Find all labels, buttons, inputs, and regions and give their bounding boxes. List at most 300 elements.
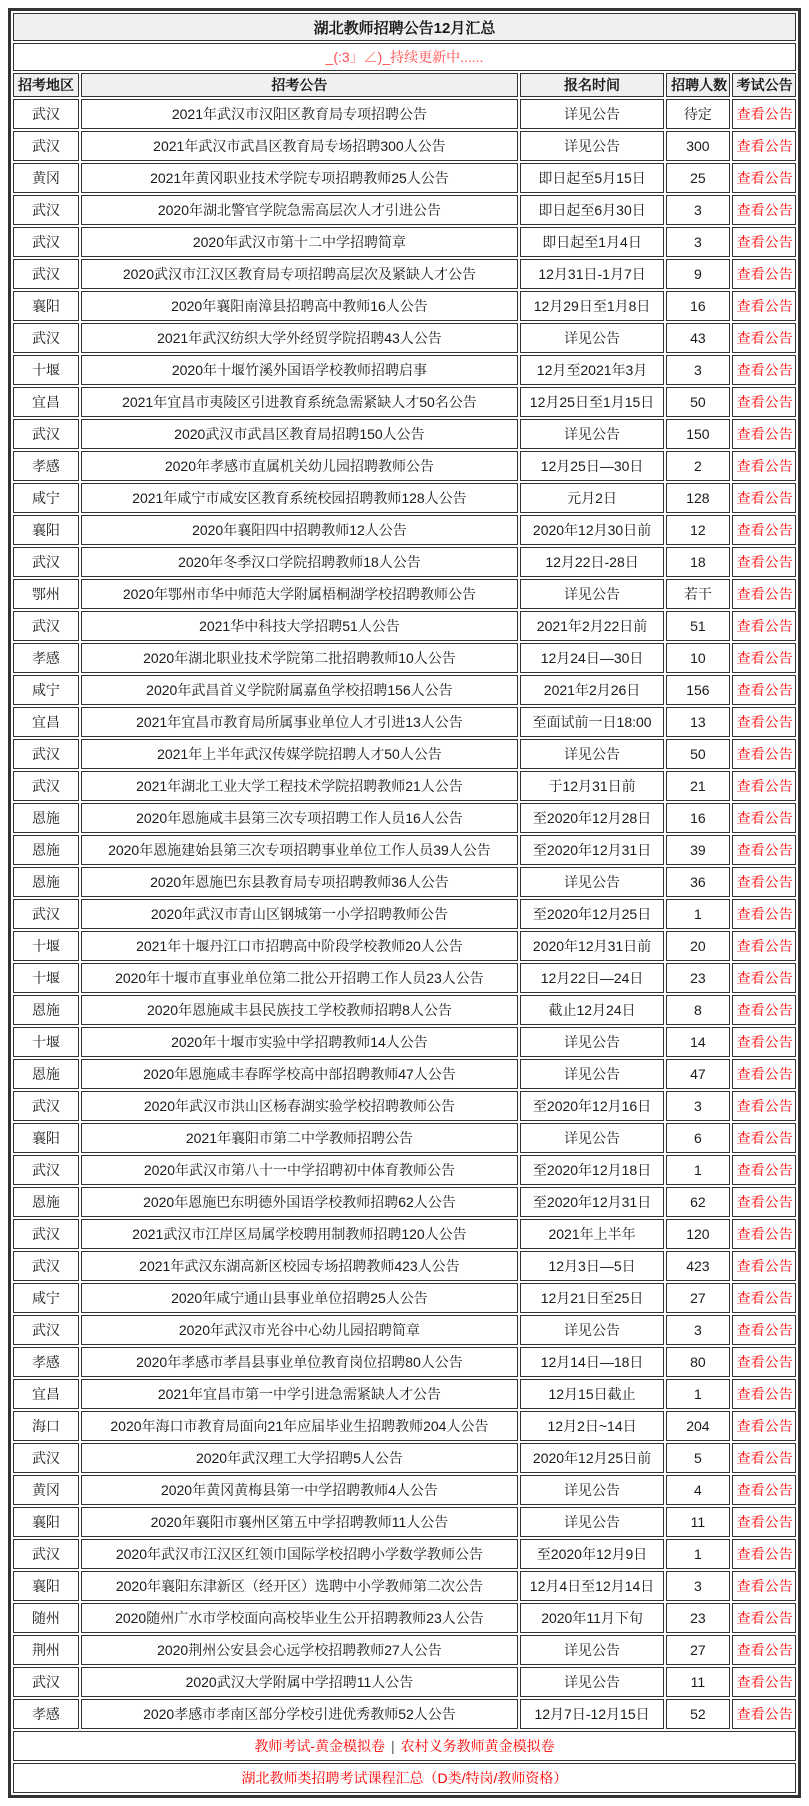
view-announcement-link[interactable]: 查看公告 bbox=[736, 1322, 793, 1338]
footer-mock-papers bbox=[13, 1731, 796, 1761]
table-row bbox=[13, 1635, 796, 1665]
area-cell: 咸宁 bbox=[13, 675, 79, 705]
area-cell: 武汉 bbox=[13, 259, 79, 289]
table-row bbox=[13, 1571, 796, 1601]
announcement-table bbox=[8, 8, 801, 1798]
view-announcement-link[interactable]: 查看公告 bbox=[736, 906, 793, 922]
table-row bbox=[13, 1155, 796, 1185]
time-cell: 至2020年12月31日 bbox=[520, 835, 664, 865]
time-cell: 即日起至5月15日 bbox=[520, 163, 664, 193]
time-cell: 于12月31日前 bbox=[520, 771, 664, 801]
exam-cell bbox=[732, 739, 796, 769]
area-cell: 恩施 bbox=[13, 1059, 79, 1089]
time-cell: 2020年11月下旬 bbox=[520, 1603, 664, 1633]
area-cell: 海口 bbox=[13, 1411, 79, 1441]
area-cell: 武汉 bbox=[13, 611, 79, 641]
view-announcement-link[interactable]: 查看公告 bbox=[736, 1706, 793, 1722]
area-cell: 恩施 bbox=[13, 835, 79, 865]
area-cell: 宜昌 bbox=[13, 387, 79, 417]
announcement-cell: 2020年恩施咸丰县第三次专项招聘工作人员16人公告 bbox=[81, 803, 518, 833]
count-cell: 47 bbox=[666, 1059, 730, 1089]
view-announcement-link[interactable]: 查看公告 bbox=[736, 1546, 793, 1562]
count-cell: 3 bbox=[666, 227, 730, 257]
announcement-cell: 2020武汉大学附属中学招聘11人公告 bbox=[81, 1667, 518, 1697]
count-cell: 3 bbox=[666, 1315, 730, 1345]
view-announcement-link[interactable]: 查看公告 bbox=[736, 778, 793, 794]
table-row bbox=[13, 611, 796, 641]
announcement-cell: 2020年恩施巴东明德外国语学校教师招聘62人公告 bbox=[81, 1187, 518, 1217]
time-cell: 详见公告 bbox=[520, 739, 664, 769]
area-cell: 武汉 bbox=[13, 1315, 79, 1345]
time-cell: 元月2日 bbox=[520, 483, 664, 513]
count-cell: 23 bbox=[666, 963, 730, 993]
announcement-cell: 2020年湖北职业技术学院第二批招聘教师10人公告 bbox=[81, 643, 518, 673]
footer-course-summary bbox=[13, 1763, 796, 1793]
mock-paper-link-2[interactable]: 农村义务教师黄金模拟卷 bbox=[400, 1738, 555, 1754]
table-row bbox=[13, 995, 796, 1025]
area-cell: 十堰 bbox=[13, 1027, 79, 1057]
table-row bbox=[13, 387, 796, 417]
time-cell: 2020年12月30日前 bbox=[520, 515, 664, 545]
area-cell: 武汉 bbox=[13, 1667, 79, 1697]
table-row bbox=[13, 1507, 796, 1537]
area-cell: 武汉 bbox=[13, 739, 79, 769]
table-row bbox=[13, 259, 796, 289]
area-cell: 黄冈 bbox=[13, 1475, 79, 1505]
view-announcement-link[interactable]: 查看公告 bbox=[736, 650, 793, 666]
time-cell: 12月25日至1月15日 bbox=[520, 387, 664, 417]
table-row bbox=[13, 803, 796, 833]
time-cell: 12月24日—30日 bbox=[520, 643, 664, 673]
time-cell: 2020年12月31日前 bbox=[520, 931, 664, 961]
announcement-cell: 2021年十堰丹江口市招聘高中阶段学校教师20人公告 bbox=[81, 931, 518, 961]
exam-cell bbox=[732, 1603, 796, 1633]
area-cell: 黄冈 bbox=[13, 163, 79, 193]
table-row bbox=[13, 739, 796, 769]
view-announcement-link[interactable]: 查看公告 bbox=[736, 298, 793, 314]
table-row bbox=[13, 707, 796, 737]
exam-cell bbox=[732, 1635, 796, 1665]
exam-cell bbox=[732, 547, 796, 577]
announcement-cell: 2021年黄冈职业技术学院专项招聘教师25人公告 bbox=[81, 163, 518, 193]
view-announcement-link[interactable]: 查看公告 bbox=[736, 202, 793, 218]
view-announcement-link[interactable]: 查看公告 bbox=[736, 682, 793, 698]
time-cell: 2021年上半年 bbox=[520, 1219, 664, 1249]
announcement-cell: 2021年宜昌市第一中学引进急需紧缺人才公告 bbox=[81, 1379, 518, 1409]
exam-cell bbox=[732, 1283, 796, 1313]
count-cell: 9 bbox=[666, 259, 730, 289]
area-cell: 武汉 bbox=[13, 1219, 79, 1249]
column-header-count: 招聘人数 bbox=[666, 73, 730, 97]
view-announcement-link[interactable]: 查看公告 bbox=[736, 1642, 793, 1658]
announcement-cell: 2021华中科技大学招聘51人公告 bbox=[81, 611, 518, 641]
area-cell: 武汉 bbox=[13, 771, 79, 801]
time-cell: 详见公告 bbox=[520, 99, 664, 129]
exam-cell bbox=[732, 99, 796, 129]
count-cell: 18 bbox=[666, 547, 730, 577]
time-cell: 至2020年12月16日 bbox=[520, 1091, 664, 1121]
announcement-cell: 2020年襄阳南漳县招聘高中教师16人公告 bbox=[81, 291, 518, 321]
area-cell: 武汉 bbox=[13, 131, 79, 161]
time-cell: 12月4日至12月14日 bbox=[520, 1571, 664, 1601]
time-cell: 12月31日-1月7日 bbox=[520, 259, 664, 289]
view-announcement-link[interactable]: 查看公告 bbox=[736, 426, 793, 442]
area-cell: 武汉 bbox=[13, 1443, 79, 1473]
count-cell: 27 bbox=[666, 1283, 730, 1313]
count-cell: 25 bbox=[666, 163, 730, 193]
area-cell: 孝感 bbox=[13, 643, 79, 673]
announcement-cell: 2020年襄阳市襄州区第五中学招聘教师11人公告 bbox=[81, 1507, 518, 1537]
table-row bbox=[13, 1187, 796, 1217]
table-row bbox=[13, 1699, 796, 1729]
view-announcement-link[interactable]: 查看公告 bbox=[736, 490, 793, 506]
count-cell: 10 bbox=[666, 643, 730, 673]
column-header-time: 报名时间 bbox=[520, 73, 664, 97]
exam-cell bbox=[732, 163, 796, 193]
count-cell: 120 bbox=[666, 1219, 730, 1249]
exam-cell bbox=[732, 643, 796, 673]
count-cell: 1 bbox=[666, 1379, 730, 1409]
view-announcement-link[interactable]: 查看公告 bbox=[736, 1258, 793, 1274]
announcement-cell: 2020随州广水市学校面向高校毕业生公开招聘教师23人公告 bbox=[81, 1603, 518, 1633]
announcement-cell: 2020年十堰市直事业单位第二批公开招聘工作人员23人公告 bbox=[81, 963, 518, 993]
area-cell: 武汉 bbox=[13, 1155, 79, 1185]
count-cell: 1 bbox=[666, 1539, 730, 1569]
area-cell: 宜昌 bbox=[13, 1379, 79, 1409]
exam-cell bbox=[732, 1571, 796, 1601]
area-cell: 武汉 bbox=[13, 1091, 79, 1121]
table-row bbox=[13, 1443, 796, 1473]
announcement-cell: 2020年武汉市光谷中心幼儿园招聘简章 bbox=[81, 1315, 518, 1345]
count-cell: 20 bbox=[666, 931, 730, 961]
announcement-rows bbox=[13, 99, 796, 1729]
count-cell: 51 bbox=[666, 611, 730, 641]
time-cell: 详见公告 bbox=[520, 1315, 664, 1345]
time-cell: 12月21日至25日 bbox=[520, 1283, 664, 1313]
table-row bbox=[13, 291, 796, 321]
time-cell: 至2020年12月25日 bbox=[520, 899, 664, 929]
announcement-cell: 2020年黄冈黄梅县第一中学招聘教师4人公告 bbox=[81, 1475, 518, 1505]
count-cell: 50 bbox=[666, 387, 730, 417]
count-cell: 11 bbox=[666, 1667, 730, 1697]
exam-cell bbox=[732, 1411, 796, 1441]
announcement-cell: 2020年鄂州市华中师范大学附属梧桐湖学校招聘教师公告 bbox=[81, 579, 518, 609]
time-cell: 即日起至6月30日 bbox=[520, 195, 664, 225]
table-row bbox=[13, 899, 796, 929]
area-cell: 孝感 bbox=[13, 1699, 79, 1729]
area-cell: 武汉 bbox=[13, 547, 79, 577]
announcement-cell: 2020年武昌首义学院附属嘉鱼学校招聘156人公告 bbox=[81, 675, 518, 705]
exam-cell bbox=[732, 803, 796, 833]
area-cell: 襄阳 bbox=[13, 1507, 79, 1537]
announcement-cell: 2021年宜昌市夷陵区引进教育系统急需紧缺人才50名公告 bbox=[81, 387, 518, 417]
exam-cell bbox=[732, 1059, 796, 1089]
count-cell: 156 bbox=[666, 675, 730, 705]
time-cell: 至2020年12月9日 bbox=[520, 1539, 664, 1569]
time-cell: 至面试前一日18:00 bbox=[520, 707, 664, 737]
count-cell: 6 bbox=[666, 1123, 730, 1153]
table-row bbox=[13, 771, 796, 801]
announcement-cell: 2021年咸宁市咸安区教育系统校园招聘教师128人公告 bbox=[81, 483, 518, 513]
area-cell: 孝感 bbox=[13, 451, 79, 481]
count-cell: 待定 bbox=[666, 99, 730, 129]
time-cell: 至2020年12月31日 bbox=[520, 1187, 664, 1217]
view-announcement-link[interactable]: 查看公告 bbox=[736, 1290, 793, 1306]
count-cell: 1 bbox=[666, 1155, 730, 1185]
announcement-cell: 2021年宜昌市教育局所属事业单位人才引进13人公告 bbox=[81, 707, 518, 737]
table-row bbox=[13, 515, 796, 545]
time-cell: 详见公告 bbox=[520, 1059, 664, 1089]
view-announcement-link[interactable]: 查看公告 bbox=[736, 1386, 793, 1402]
count-cell: 11 bbox=[666, 1507, 730, 1537]
table-row bbox=[13, 419, 796, 449]
view-announcement-link[interactable]: 查看公告 bbox=[736, 1674, 793, 1690]
view-announcement-link[interactable]: 查看公告 bbox=[736, 138, 793, 154]
table-row bbox=[13, 931, 796, 961]
count-cell: 5 bbox=[666, 1443, 730, 1473]
count-cell: 27 bbox=[666, 1635, 730, 1665]
count-cell: 若干 bbox=[666, 579, 730, 609]
table-row bbox=[13, 1539, 796, 1569]
count-cell: 36 bbox=[666, 867, 730, 897]
time-cell: 2021年2月26日 bbox=[520, 675, 664, 705]
announcement-cell: 2020年武汉理工大学招聘5人公告 bbox=[81, 1443, 518, 1473]
view-announcement-link[interactable]: 查看公告 bbox=[736, 1418, 793, 1434]
announcement-cell: 2020年冬季汉口学院招聘教师18人公告 bbox=[81, 547, 518, 577]
view-announcement-link[interactable]: 查看公告 bbox=[736, 330, 793, 346]
table-row bbox=[13, 99, 796, 129]
count-cell: 12 bbox=[666, 515, 730, 545]
area-cell: 十堰 bbox=[13, 963, 79, 993]
exam-cell bbox=[732, 1667, 796, 1697]
announcement-cell: 2020年十堰市实验中学招聘教师14人公告 bbox=[81, 1027, 518, 1057]
count-cell: 16 bbox=[666, 803, 730, 833]
view-announcement-link[interactable]: 查看公告 bbox=[736, 1482, 793, 1498]
announcement-cell: 2020年武汉市第八十一中学招聘初中体育教师公告 bbox=[81, 1155, 518, 1185]
view-announcement-link[interactable]: 查看公告 bbox=[736, 234, 793, 250]
view-announcement-link[interactable]: 查看公告 bbox=[736, 394, 793, 410]
exam-cell bbox=[732, 259, 796, 289]
time-cell: 12月25日—30日 bbox=[520, 451, 664, 481]
time-cell: 详见公告 bbox=[520, 323, 664, 353]
view-announcement-link[interactable]: 查看公告 bbox=[736, 842, 793, 858]
table-row bbox=[13, 643, 796, 673]
view-announcement-link[interactable]: 查看公告 bbox=[736, 1002, 793, 1018]
view-announcement-link[interactable]: 查看公告 bbox=[736, 586, 793, 602]
announcement-cell: 2020年武汉市青山区钢城第一小学招聘教师公告 bbox=[81, 899, 518, 929]
view-announcement-link[interactable]: 查看公告 bbox=[736, 1610, 793, 1626]
announcement-cell: 2020年恩施巴东县教育局专项招聘教师36人公告 bbox=[81, 867, 518, 897]
table-row bbox=[13, 1123, 796, 1153]
course-summary-link[interactable]: 湖北教师类招聘考试课程汇总（D类/特岗/教师资格） bbox=[241, 1770, 568, 1786]
table-row bbox=[13, 835, 796, 865]
count-cell: 80 bbox=[666, 1347, 730, 1377]
view-announcement-link[interactable]: 查看公告 bbox=[736, 1514, 793, 1530]
announcement-cell: 2020武汉市江汉区教育局专项招聘高层次及紧缺人才公告 bbox=[81, 259, 518, 289]
area-cell: 襄阳 bbox=[13, 515, 79, 545]
view-announcement-link[interactable]: 查看公告 bbox=[736, 554, 793, 570]
exam-cell bbox=[732, 515, 796, 545]
exam-cell bbox=[732, 675, 796, 705]
table-row bbox=[13, 1091, 796, 1121]
exam-cell bbox=[732, 1251, 796, 1281]
time-cell: 12月15日截止 bbox=[520, 1379, 664, 1409]
table-row bbox=[13, 1251, 796, 1281]
count-cell: 23 bbox=[666, 1603, 730, 1633]
count-cell: 13 bbox=[666, 707, 730, 737]
exam-cell bbox=[732, 227, 796, 257]
time-cell: 即日起至1月4日 bbox=[520, 227, 664, 257]
view-announcement-link[interactable]: 查看公告 bbox=[736, 970, 793, 986]
mock-paper-link-1[interactable]: 教师考试-黄金模拟卷 bbox=[254, 1738, 386, 1754]
update-notice: _(:3」∠)_持续更新中...... bbox=[13, 43, 796, 71]
exam-cell bbox=[732, 1347, 796, 1377]
view-announcement-link[interactable]: 查看公告 bbox=[736, 874, 793, 890]
column-header-area: 招考地区 bbox=[13, 73, 79, 97]
view-announcement-link[interactable]: 查看公告 bbox=[736, 1066, 793, 1082]
count-cell: 204 bbox=[666, 1411, 730, 1441]
time-cell: 详见公告 bbox=[520, 1635, 664, 1665]
area-cell: 武汉 bbox=[13, 323, 79, 353]
count-cell: 52 bbox=[666, 1699, 730, 1729]
view-announcement-link[interactable]: 查看公告 bbox=[736, 170, 793, 186]
area-cell: 宜昌 bbox=[13, 707, 79, 737]
time-cell: 12月14日—18日 bbox=[520, 1347, 664, 1377]
exam-cell bbox=[732, 419, 796, 449]
table-row bbox=[13, 1411, 796, 1441]
view-announcement-link[interactable]: 查看公告 bbox=[736, 522, 793, 538]
announcement-cell: 2020武汉市武昌区教育局招聘150人公告 bbox=[81, 419, 518, 449]
exam-cell bbox=[732, 995, 796, 1025]
time-cell: 详见公告 bbox=[520, 579, 664, 609]
area-cell: 恩施 bbox=[13, 867, 79, 897]
view-announcement-link[interactable]: 查看公告 bbox=[736, 1354, 793, 1370]
count-cell: 150 bbox=[666, 419, 730, 449]
view-announcement-link[interactable]: 查看公告 bbox=[736, 1098, 793, 1114]
view-announcement-link[interactable]: 查看公告 bbox=[736, 810, 793, 826]
time-cell: 2021年2月22日前 bbox=[520, 611, 664, 641]
time-cell: 12月至2021年3月 bbox=[520, 355, 664, 385]
area-cell: 武汉 bbox=[13, 419, 79, 449]
count-cell: 4 bbox=[666, 1475, 730, 1505]
exam-cell bbox=[732, 867, 796, 897]
area-cell: 武汉 bbox=[13, 899, 79, 929]
area-cell: 武汉 bbox=[13, 1251, 79, 1281]
announcement-cell: 2020年恩施建始县第三次专项招聘事业单位工作人员39人公告 bbox=[81, 835, 518, 865]
view-announcement-link[interactable]: 查看公告 bbox=[736, 1226, 793, 1242]
table-row bbox=[13, 355, 796, 385]
area-cell: 襄阳 bbox=[13, 1123, 79, 1153]
table-row bbox=[13, 1027, 796, 1057]
announcement-cell: 2020孝感市孝南区部分学校引进优秀教师52人公告 bbox=[81, 1699, 518, 1729]
time-cell: 12月2日~14日 bbox=[520, 1411, 664, 1441]
count-cell: 16 bbox=[666, 291, 730, 321]
exam-cell bbox=[732, 1219, 796, 1249]
view-announcement-link[interactable]: 查看公告 bbox=[736, 1130, 793, 1146]
view-announcement-link[interactable]: 查看公告 bbox=[736, 458, 793, 474]
table-row bbox=[13, 1219, 796, 1249]
area-cell: 孝感 bbox=[13, 1347, 79, 1377]
announcement-cell: 2021武汉市江岸区局属学校聘用制教师招聘120人公告 bbox=[81, 1219, 518, 1249]
time-cell: 至2020年12月18日 bbox=[520, 1155, 664, 1185]
count-cell: 14 bbox=[666, 1027, 730, 1057]
exam-cell bbox=[732, 451, 796, 481]
table-row bbox=[13, 1667, 796, 1697]
table-row bbox=[13, 1315, 796, 1345]
table-row bbox=[13, 131, 796, 161]
exam-cell bbox=[732, 1315, 796, 1345]
view-announcement-link[interactable]: 查看公告 bbox=[736, 362, 793, 378]
time-cell: 详见公告 bbox=[520, 131, 664, 161]
announcement-cell: 2020年武汉市第十二中学招聘简章 bbox=[81, 227, 518, 257]
exam-cell bbox=[732, 963, 796, 993]
exam-cell bbox=[732, 131, 796, 161]
table-row bbox=[13, 1283, 796, 1313]
view-announcement-link[interactable]: 查看公告 bbox=[736, 106, 793, 122]
view-announcement-link[interactable]: 查看公告 bbox=[736, 618, 793, 634]
view-announcement-link[interactable]: 查看公告 bbox=[736, 1162, 793, 1178]
exam-cell bbox=[732, 1539, 796, 1569]
count-cell: 8 bbox=[666, 995, 730, 1025]
view-announcement-link[interactable]: 查看公告 bbox=[736, 746, 793, 762]
time-cell: 详见公告 bbox=[520, 1123, 664, 1153]
table-row bbox=[13, 1347, 796, 1377]
announcement-cell: 2020年孝感市孝昌县事业单位教育岗位招聘80人公告 bbox=[81, 1347, 518, 1377]
announcement-cell: 2020荆州公安县会心远学校招聘教师27人公告 bbox=[81, 1635, 518, 1665]
table-row bbox=[13, 1379, 796, 1409]
time-cell: 详见公告 bbox=[520, 1475, 664, 1505]
exam-cell bbox=[732, 1699, 796, 1729]
view-announcement-link[interactable]: 查看公告 bbox=[736, 266, 793, 282]
area-cell: 武汉 bbox=[13, 99, 79, 129]
exam-cell bbox=[732, 1123, 796, 1153]
table-row bbox=[13, 547, 796, 577]
time-cell: 12月7日-12月15日 bbox=[520, 1699, 664, 1729]
exam-cell bbox=[732, 291, 796, 321]
area-cell: 武汉 bbox=[13, 195, 79, 225]
column-header-announcement: 招考公告 bbox=[81, 73, 518, 97]
exam-cell bbox=[732, 579, 796, 609]
exam-cell bbox=[732, 835, 796, 865]
time-cell: 至2020年12月28日 bbox=[520, 803, 664, 833]
time-cell: 详见公告 bbox=[520, 1667, 664, 1697]
view-announcement-link[interactable]: 查看公告 bbox=[736, 1194, 793, 1210]
exam-cell bbox=[732, 1091, 796, 1121]
count-cell: 3 bbox=[666, 195, 730, 225]
table-row bbox=[13, 227, 796, 257]
count-cell: 3 bbox=[666, 355, 730, 385]
announcement-cell: 2020年恩施咸丰春晖学校高中部招聘教师47人公告 bbox=[81, 1059, 518, 1089]
exam-cell bbox=[732, 195, 796, 225]
announcement-cell: 2020年武汉市洪山区杨春湖实验学校招聘教师公告 bbox=[81, 1091, 518, 1121]
area-cell: 恩施 bbox=[13, 1187, 79, 1217]
time-cell: 12月3日—5日 bbox=[520, 1251, 664, 1281]
count-cell: 3 bbox=[666, 1571, 730, 1601]
time-cell: 详见公告 bbox=[520, 1027, 664, 1057]
view-announcement-link[interactable]: 查看公告 bbox=[736, 1034, 793, 1050]
view-announcement-link[interactable]: 查看公告 bbox=[736, 1450, 793, 1466]
announcement-cell: 2021年上半年武汉传媒学院招聘人才50人公告 bbox=[81, 739, 518, 769]
announcement-cell: 2020年孝感市直属机关幼儿园招聘教师公告 bbox=[81, 451, 518, 481]
table-row bbox=[13, 323, 796, 353]
view-announcement-link[interactable]: 查看公告 bbox=[736, 1578, 793, 1594]
exam-cell bbox=[732, 1187, 796, 1217]
view-announcement-link[interactable]: 查看公告 bbox=[736, 938, 793, 954]
exam-cell bbox=[732, 771, 796, 801]
table-row bbox=[13, 163, 796, 193]
exam-cell bbox=[732, 355, 796, 385]
view-announcement-link[interactable]: 查看公告 bbox=[736, 714, 793, 730]
